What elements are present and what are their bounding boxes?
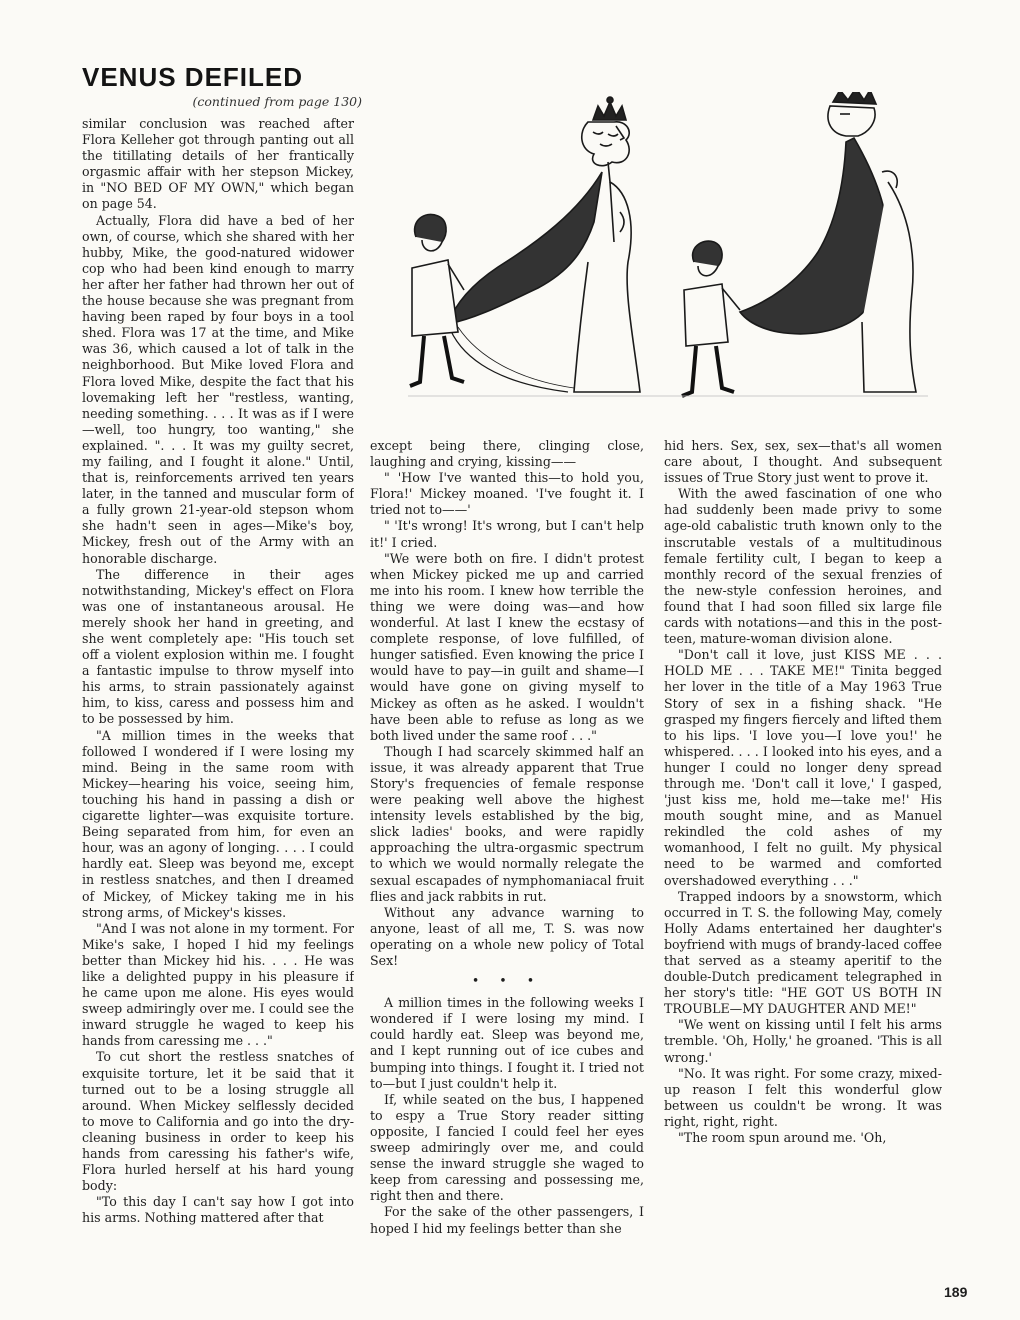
text-column-2 bbox=[370, 438, 644, 1308]
section-separator: • • • bbox=[471, 973, 543, 989]
paragraph: Trapped indoors by a snowstorm, which occurred in T. S. the following May, comely Holly Adams entertained her daughter's boyfriend with mugs of brandy-laced coffee that served as a steamy aperitif to the double-Dutch predicament telegraphed in her story's title: "HE GOT US BOTH IN TROUBLE—MY DAUGHTER AND ME!" bbox=[664, 888, 942, 1017]
paragraph: except being there, clinging close, laughing and crying, kissing—— bbox=[370, 438, 644, 470]
paragraph: Without any advance warning to anyone, least of all me, T. S. was now operating on a whole new policy of Total Sex! bbox=[370, 904, 644, 968]
cartoon-illustration bbox=[388, 92, 964, 422]
paragraph: "No. It was right. For some crazy, mixed-up reason I felt this wonderful glow between us couldn't be wrong. It was right, right, right. bbox=[664, 1065, 942, 1129]
right-page-boy bbox=[682, 241, 740, 396]
right-queen bbox=[740, 92, 916, 392]
cartoon-queens-train-bearers-icon bbox=[388, 92, 964, 422]
left-page-boy bbox=[410, 214, 464, 386]
paragraph: For the sake of the other passengers, I hoped I hid my feelings better than she bbox=[370, 1204, 644, 1236]
paragraph: "We went on kissing until I felt his arms tremble. 'Oh, Holly,' he groaned. 'This is all wrong.' bbox=[664, 1017, 942, 1065]
paragraph: hid hers. Sex, sex, sex—that's all women care about, I thought. And subsequent issues of True Story just went to prove it. bbox=[664, 438, 942, 486]
paragraph: Actually, Flora did have a bed of her own, of course, which she shared with her hubby, Mike, the good-natured widower cop who had been kind enough to marry her after her father had thrown her out of the house because she was pregnant from having been raped by four boys in a tool shed. Flora was 17 at the time, and Mike was 36, which caused a lot of talk in the neighborhood. But Mike loved Flora and Flora loved Mike, despite the fact that his lovemaking left her "restless, wanting, needing something. . . . It was as if I were—well, too hungry, too wanting," she explained. ". . . It was my guilty secret, my failing, and I fought it alone." Until, that is, reinforcements arrived ten years later, in the tanned and muscular form of a fully grown 21-year-old stepson whom she hadn't seen in ages—Mike's boy, Mickey, fresh out of the Army with an honorable discharge. bbox=[82, 212, 354, 566]
continued-from-line: (continued from page 130) bbox=[192, 94, 362, 109]
paragraph: " 'How I've wanted this—to hold you, Flora!' Mickey moaned. 'I've fought it. I tried not to——' bbox=[370, 470, 644, 518]
paragraph: "And I was not alone in my torment. For Mike's sake, I hoped I hid my feelings better than Mickey hid his. . . . He was like a delighted puppy in his pleasure if he came upon me alone. His eyes would sweep admiringly over me. I could see the inward struggle he waged to keep his hands from caressing me . . ." bbox=[82, 920, 354, 1049]
paragraph: A million times in the following weeks I wondered if I were losing my mind. I could hardly eat. Sleep was beyond me, and I kept running out of ice cubes and bumping into things. I fought it. I tried not to—but I just couldn't help it. bbox=[370, 995, 644, 1091]
paragraph: The difference in their ages notwithstanding, Mickey's effect on Flora was one of instantaneous arousal. He merely shook her hand in greeting, and she went completely ape: "His touch set off a violent explosion within me. I fought a fantastic impulse to throw myself into his arms, to strain passionately against him, to kiss, caress and possess him and to be possessed by him. bbox=[82, 566, 354, 727]
paragraph: Though I had scarcely skimmed half an issue, it was already apparent that True Story's frequencies of female response were peaking well above the highest intensity levels established by the big, slick ladies' books, and were rapidly approaching the ultra-orgasmic spectrum to which we would normally relegate the sexual escapades of nymphomaniacal fruit flies and jack rabbits in rut. bbox=[370, 743, 644, 904]
paragraph: If, while seated on the bus, I happened to espy a True Story reader sitting opposite, I fancied I could feel her eyes sweep admiringly over me, and could sense the inward struggle she waged to keep from caressing and possessing me, right then and there. bbox=[370, 1091, 644, 1204]
text-column-1 bbox=[82, 116, 354, 1312]
paragraph: " 'It's wrong! It's wrong, but I can't help it!' I cried. bbox=[370, 518, 644, 550]
text-column-3 bbox=[664, 438, 942, 1308]
page-number: 189 bbox=[944, 1284, 968, 1300]
paragraph: "We were both on fire. I didn't protest when Mickey picked me up and carried me into his room. I knew how terrible the thing we were doing was—and how wonderful. At last I knew the ecstasy of complete response, of love fulfilled, of hunger satisfied. Even knowing the price I would have to pay—in guilt and shame—I would have gone on giving myself to Mickey as often as he asked. I wouldn't have been able to refuse as long as we both lived under the same roof . . ." bbox=[370, 550, 644, 743]
paragraph: With the awed fascination of one who had suddenly been made privy to some age-old cabalistic truth known only to the inscrutable vestals of a multitudinous female fertility cult, I began to keep a monthly record of the sexual frenzies of the new-style confession heroines, and found that I had soon filled six large file cards with notations—and this in the post-teen, mature-woman division alone. bbox=[664, 486, 942, 647]
article-title: VENUS DEFILED bbox=[82, 62, 304, 92]
paragraph: similar conclusion was reached after Flora Kelleher got through panting out all the titillating details of her frantically orgasmic affair with her stepson Mickey, in "NO BED OF MY OWN," which began on page 54. bbox=[82, 116, 354, 212]
paragraph: To cut short the restless snatches of exquisite torture, let it be said that it turned out to be a losing struggle all around. When Mickey selflessly decided to move to California and go into the dry-cleaning business in order to keep his hands from caressing his father's wife, Flora hurled herself at his hard young body: bbox=[82, 1049, 354, 1194]
paragraph: "The room spun around me. 'Oh, bbox=[678, 1130, 887, 1146]
paragraph: "To this day I can't say how I got into his arms. Nothing mattered after that bbox=[82, 1194, 354, 1226]
article-header bbox=[82, 62, 362, 110]
left-queen bbox=[448, 97, 640, 392]
paragraph: "Don't call it love, just KISS ME . . . HOLD ME . . . TAKE ME!" Tinita begged her lover in the title of a May 1963 True Story of sex in a fishing shack. "He grasped my fingers fiercely and lifted them to his lips. 'I love you—I love you!' he whispered. . . . I looked into his eyes, and a hunger I could no longer deny spread through me. 'Don't call it love,' I gasped, 'just kiss me, hold me—take me!' His mouth sought mine, and as Manuel rekindled the cold ashes of my womanhood, I felt no guilt. My physical need to be warmed and comforted overshadowed everything . . ." bbox=[664, 647, 942, 888]
paragraph: "A million times in the weeks that followed I wondered if I were losing my mind. Being in the same room with Mickey—hearing his voice, seeing him, touching his hand in passing a dish or cigarette lighter—was exquisite torture. Being separated from him, for even an hour, was an agony of longing. . . . I could hardly eat. Sleep was beyond me, except in restless snatches, and then I dreamed of Mickey, of Mickey taking me in his strong arms, of Mickey's kisses. bbox=[82, 727, 354, 920]
